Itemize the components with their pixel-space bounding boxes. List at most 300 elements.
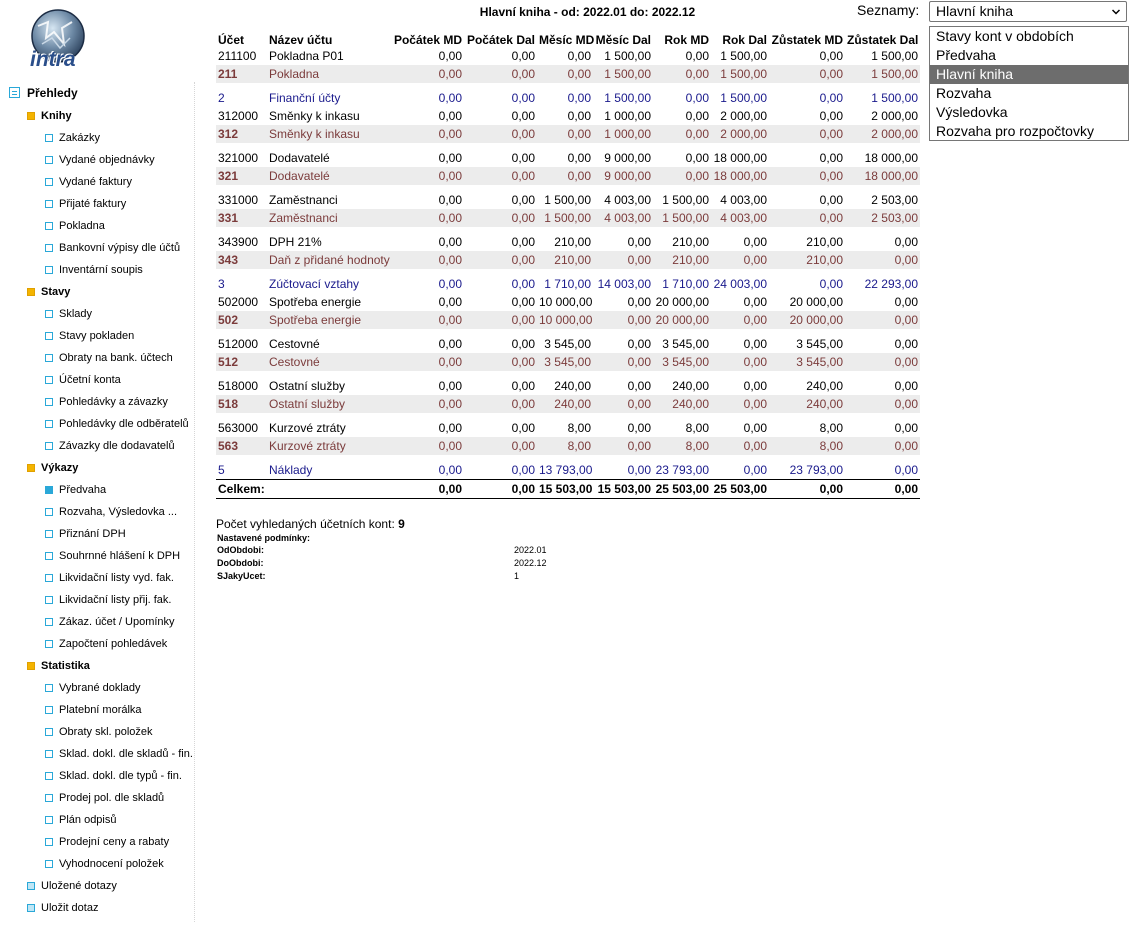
amount-cell: 0,00 — [464, 125, 537, 143]
amount-cell: 0,00 — [391, 191, 464, 209]
amount-cell: 9 000,00 — [593, 167, 653, 185]
amount-cell: 0,00 — [537, 167, 593, 185]
account-name: Kurzové ztráty — [267, 419, 391, 437]
amount-cell: 3 545,00 — [653, 353, 711, 371]
seznamy-select[interactable] — [929, 1, 1127, 22]
amount-cell: 210,00 — [769, 251, 845, 269]
ledger-table — [216, 29, 920, 499]
account-name: Cestovné — [267, 335, 391, 353]
amount-cell: 1 500,00 — [537, 191, 593, 209]
amount-cell: 18 000,00 — [845, 149, 920, 167]
amount-cell: 0,00 — [711, 353, 769, 371]
amount-cell: 0,00 — [464, 437, 537, 455]
amount-cell: 13 793,00 — [537, 461, 593, 480]
account-name: Ostatní služby — [267, 377, 391, 395]
page-icon — [45, 750, 53, 758]
account-name: Zúčtovací vztahy — [267, 275, 391, 293]
amount-cell: 2 503,00 — [845, 209, 920, 227]
page-icon — [45, 398, 53, 406]
amount-cell: 18 000,00 — [711, 167, 769, 185]
account-code: 5 — [216, 461, 267, 480]
account-name: Zaměstnanci — [267, 209, 391, 227]
page-icon — [45, 772, 53, 780]
amount-cell: 0,00 — [593, 233, 653, 251]
amount-cell: 8,00 — [653, 437, 711, 455]
amount-cell: 0,00 — [391, 311, 464, 329]
amount-cell: 0,00 — [464, 167, 537, 185]
amount-cell: 1 500,00 — [845, 47, 920, 65]
amount-cell: 25 503,00 — [653, 480, 711, 499]
page-icon — [45, 244, 53, 252]
tree-item-label: Stavy — [41, 286, 71, 298]
seznamy-dropdown-list — [929, 26, 1129, 141]
amount-cell: 0,00 — [391, 480, 464, 499]
amount-cell: 0,00 — [537, 65, 593, 83]
account-name: Dodavatelé — [267, 149, 391, 167]
synthetic-account-row — [216, 65, 920, 83]
tree-item-label: Inventární soupis — [59, 264, 143, 276]
amount-cell: 8,00 — [537, 437, 593, 455]
synthetic-account-row — [216, 311, 920, 329]
table-row — [216, 293, 920, 311]
amount-cell: 210,00 — [653, 233, 711, 251]
amount-cell: 0,00 — [845, 335, 920, 353]
account-name — [267, 480, 391, 499]
amount-cell: 1 500,00 — [711, 47, 769, 65]
amount-cell: 0,00 — [769, 47, 845, 65]
tree-item-label: Souhrnné hlášení k DPH — [59, 550, 181, 562]
column-header: Měsíc MD — [539, 33, 595, 47]
amount-cell: 0,00 — [464, 353, 537, 371]
amount-cell: 0,00 — [845, 251, 920, 269]
page-icon — [45, 332, 53, 340]
account-code: 343900 — [216, 233, 267, 251]
tree-item-label: Uložené dotazy — [41, 880, 117, 892]
account-code: 321000 — [216, 149, 267, 167]
account-code: 211 — [216, 65, 267, 83]
group-row — [216, 89, 920, 107]
account-name: Pokladna P01 — [267, 47, 391, 65]
tree-item-label: Pokladna — [59, 220, 105, 232]
amount-cell: 0,00 — [769, 65, 845, 83]
amount-cell: 0,00 — [769, 275, 845, 293]
logo-text: intra — [30, 48, 76, 71]
condition-value: 2022.01 — [514, 545, 547, 555]
summary-count: 9 — [398, 517, 405, 531]
tree-item-label: Zakázky — [59, 132, 100, 144]
amount-cell: 0,00 — [464, 275, 537, 293]
amount-cell: 0,00 — [391, 437, 464, 455]
amount-cell: 20 000,00 — [653, 311, 711, 329]
account-code: 343 — [216, 251, 267, 269]
tree-item-label: Likvidační listy přij. fak. — [59, 594, 172, 606]
amount-cell: 0,00 — [845, 353, 920, 371]
amount-cell: 0,00 — [711, 419, 769, 437]
amount-cell: 10 000,00 — [539, 295, 593, 309]
amount-cell: 3 545,00 — [537, 353, 593, 371]
amount-cell: 1 500,00 — [711, 89, 769, 107]
amount-cell: 8,00 — [537, 419, 593, 437]
amount-cell: 0,00 — [464, 149, 537, 167]
amount-cell: 240,00 — [653, 377, 711, 395]
page-icon — [45, 508, 53, 516]
amount-cell: 0,00 — [769, 209, 845, 227]
account-name: Pokladna — [267, 65, 391, 83]
page-icon — [45, 266, 53, 274]
account-name: Směnky k inkasu — [267, 125, 391, 143]
amount-cell: 0,00 — [464, 251, 537, 269]
amount-cell: 210,00 — [653, 251, 711, 269]
amount-cell: 0,00 — [845, 233, 920, 251]
account-code: 518000 — [216, 377, 267, 395]
amount-cell: 0,00 — [391, 275, 464, 293]
page-icon — [45, 310, 53, 318]
page-icon — [45, 574, 53, 582]
table-row — [216, 377, 920, 395]
amount-cell: 1 500,00 — [653, 209, 711, 227]
amount-cell: 0,00 — [391, 167, 464, 185]
page-icon — [45, 200, 53, 208]
tree-item-label: Vydané faktury — [59, 176, 132, 188]
page-icon — [27, 882, 35, 890]
amount-cell: 0,00 — [711, 293, 769, 311]
amount-cell: 8,00 — [769, 437, 845, 455]
account-code: 3 — [216, 275, 267, 293]
tree-item-label: Knihy — [41, 110, 72, 122]
tree-item-label: Pohledávky dle odběratelů — [59, 418, 189, 430]
summary-label: Počet vyhledaných účetních kont: — [216, 517, 395, 531]
synthetic-account-row — [216, 437, 920, 455]
amount-cell: 20 000,00 — [769, 293, 845, 311]
page-icon — [45, 860, 53, 868]
page-icon — [27, 904, 35, 912]
account-name: Směnky k inkasu — [267, 107, 391, 125]
amount-cell: 1 500,00 — [593, 47, 653, 65]
amount-cell: 8,00 — [653, 419, 711, 437]
tree-item-label: Rozvaha, Výsledovka ... — [59, 506, 178, 518]
condition-key: OdObdobi: — [217, 545, 264, 555]
amount-cell: 4 003,00 — [593, 191, 653, 209]
amount-cell: 0,00 — [537, 89, 593, 107]
tree-item-label: Účetní konta — [59, 374, 121, 386]
amount-cell: 0,00 — [711, 437, 769, 455]
amount-cell: 0,00 — [391, 65, 464, 83]
page-icon — [45, 134, 53, 142]
condition-key: SJakyUcet: — [217, 571, 266, 581]
amount-cell: 210,00 — [769, 233, 845, 251]
page-icon — [45, 552, 53, 560]
amount-cell: 23 793,00 — [769, 461, 845, 480]
amount-cell: 0,00 — [391, 293, 464, 311]
amount-cell: 18 000,00 — [845, 167, 920, 185]
synthetic-account-row — [216, 125, 920, 143]
amount-cell: 0,00 — [391, 233, 464, 251]
amount-cell: 0,00 — [537, 47, 593, 65]
page-icon — [45, 596, 53, 604]
intra-logo — [24, 8, 92, 72]
amount-cell: 0,00 — [391, 209, 464, 227]
amount-cell: 0,00 — [769, 107, 845, 125]
total-row — [216, 480, 920, 499]
amount-cell: 15 503,00 — [537, 480, 593, 499]
tree-item-label: Přiznání DPH — [59, 528, 126, 540]
amount-cell: 0,00 — [464, 377, 537, 395]
amount-cell: 210,00 — [537, 233, 593, 251]
amount-cell: 1 710,00 — [653, 275, 711, 293]
amount-cell: 2 000,00 — [845, 125, 920, 143]
account-name: Spotřeba energie — [267, 311, 391, 329]
tree-item-label: Závazky dle dodavatelů — [59, 440, 175, 452]
group-row — [216, 275, 920, 293]
page-icon — [45, 222, 53, 230]
amount-cell: 0,00 — [845, 377, 920, 395]
tree-item-label: Prodejní ceny a rabaty — [59, 836, 170, 848]
synthetic-account-row — [216, 251, 920, 269]
tree-item-label: Vybrané doklady — [59, 682, 141, 694]
amount-cell: 0,00 — [845, 437, 920, 455]
amount-cell: 0,00 — [391, 353, 464, 371]
amount-cell: 0,00 — [593, 437, 653, 455]
page-icon — [45, 376, 53, 384]
amount-cell: 1 500,00 — [711, 65, 769, 83]
amount-cell: 0,00 — [391, 419, 464, 437]
amount-cell: 25 503,00 — [711, 480, 769, 499]
tree-item-label: Pohledávky a závazky — [59, 396, 168, 408]
tree-item-label: Zákaz. účet / Upomínky — [59, 616, 175, 628]
amount-cell: 0,00 — [391, 251, 464, 269]
table-row — [216, 335, 920, 353]
account-code: 502000 — [216, 293, 267, 311]
amount-cell: 14 003,00 — [593, 275, 653, 293]
amount-cell: 0,00 — [391, 107, 464, 125]
amount-cell: 1 000,00 — [593, 125, 653, 143]
condition-value: 1 — [514, 571, 520, 581]
amount-cell: 0,00 — [845, 461, 920, 480]
column-header: Zůstatek MD — [771, 33, 843, 47]
amount-cell: 1 500,00 — [593, 65, 653, 83]
column-header: Název účtu — [269, 33, 333, 47]
amount-cell: 0,00 — [711, 377, 769, 395]
account-name: DPH 21% — [267, 233, 391, 251]
condition-row — [217, 558, 547, 571]
amount-cell: 0,00 — [391, 461, 464, 480]
amount-cell: 0,00 — [593, 311, 653, 329]
account-code: 331000 — [216, 191, 267, 209]
account-code: Celkem: — [216, 480, 267, 499]
page-icon — [45, 640, 53, 648]
tree-item-label: Prodej pol. dle skladů — [59, 792, 165, 804]
amount-cell: 0,00 — [593, 395, 653, 413]
group-row — [216, 461, 920, 480]
amount-cell: 0,00 — [769, 167, 845, 185]
tree-item-label: Obraty skl. položek — [59, 726, 153, 738]
amount-cell: 0,00 — [711, 311, 769, 329]
chevron-down-icon — [1112, 8, 1120, 16]
page-icon — [45, 530, 53, 538]
page-icon — [45, 706, 53, 714]
amount-cell: 0,00 — [464, 89, 537, 107]
amount-cell: 0,00 — [845, 293, 920, 311]
tree-item-label: Výkazy — [41, 462, 79, 474]
amount-cell: 0,00 — [653, 65, 711, 83]
list-icon — [9, 87, 20, 98]
account-code: 2 — [216, 89, 267, 107]
amount-cell: 0,00 — [845, 480, 920, 499]
amount-cell: 0,00 — [593, 419, 653, 437]
amount-cell: 0,00 — [464, 47, 537, 65]
amount-cell: 4 003,00 — [711, 209, 769, 227]
amount-cell: 240,00 — [769, 395, 845, 413]
account-name: Daň z přidané hodnoty — [269, 253, 390, 267]
tree-item-label: Bankovní výpisy dle účtů — [59, 242, 181, 254]
condition-key: DoObdobi: — [217, 558, 264, 568]
table-row — [216, 47, 920, 65]
conditions-header: Nastavené podmínky: — [217, 533, 311, 543]
amount-cell: 2 503,00 — [845, 191, 920, 209]
report-title: Hlavní kniha - od: 2022.01 do: 2022.12 — [479, 5, 696, 19]
conditions-block — [217, 533, 547, 584]
amount-cell: 0,00 — [537, 125, 593, 143]
account-code: 312 — [216, 125, 267, 143]
table-row — [216, 233, 920, 251]
amount-cell: 0,00 — [464, 191, 537, 209]
table-row — [216, 191, 920, 209]
table-header-row — [216, 29, 920, 47]
tree-item-label: Sklad. dokl. dle skladů - fin. — [59, 748, 193, 760]
amount-cell: 0,00 — [464, 65, 537, 83]
amount-cell: 0,00 — [464, 311, 537, 329]
column-header: Rok MD — [664, 33, 709, 47]
amount-cell: 1 500,00 — [537, 209, 593, 227]
folder-icon — [27, 464, 35, 472]
table-row — [216, 419, 920, 437]
account-code: 211100 — [216, 47, 267, 65]
amount-cell: 0,00 — [593, 335, 653, 353]
dropdown-option[interactable]: Rozvaha — [936, 85, 992, 101]
amount-cell: 0,00 — [391, 125, 464, 143]
tree-item-label: Vydané objednávky — [59, 154, 155, 166]
amount-cell: 0,00 — [391, 47, 464, 65]
synthetic-account-row — [216, 167, 920, 185]
amount-cell: 0,00 — [464, 209, 537, 227]
amount-cell: 24 003,00 — [711, 275, 769, 293]
amount-cell: 0,00 — [769, 125, 845, 143]
amount-cell: 240,00 — [537, 395, 593, 413]
amount-cell: 2 000,00 — [845, 107, 920, 125]
amount-cell: 0,00 — [711, 335, 769, 353]
amount-cell: 3 545,00 — [537, 335, 593, 353]
folder-icon — [27, 662, 35, 670]
amount-cell: 2 000,00 — [711, 107, 769, 125]
dropdown-option[interactable]: Výsledovka — [936, 104, 1008, 120]
column-header: Zůstatek Dal — [847, 33, 919, 47]
account-code: 512000 — [216, 335, 267, 353]
table-row — [216, 149, 920, 167]
account-code: 502 — [216, 311, 267, 329]
seznamy-selected-value: Hlavní kniha — [936, 3, 1014, 19]
account-name: Kurzové ztráty — [267, 437, 391, 455]
amount-cell: 4 003,00 — [593, 209, 653, 227]
amount-cell: 0,00 — [653, 125, 711, 143]
seznamy-label: Seznamy: — [857, 2, 920, 18]
amount-cell: 8,00 — [769, 419, 845, 437]
amount-cell: 0,00 — [464, 233, 537, 251]
page-icon — [45, 156, 53, 164]
amount-cell: 0,00 — [653, 89, 711, 107]
amount-cell: 1 500,00 — [653, 191, 711, 209]
account-code: 321 — [216, 167, 267, 185]
amount-cell: 0,00 — [593, 461, 653, 480]
amount-cell: 0,00 — [711, 251, 769, 269]
page-icon — [45, 618, 53, 626]
sidebar — [0, 0, 196, 939]
amount-cell: 0,00 — [653, 107, 711, 125]
page-icon — [45, 178, 53, 186]
amount-cell: 240,00 — [769, 377, 845, 395]
tree-item-label: Sklad. dokl. dle typů - fin. — [59, 770, 182, 782]
account-code: 331 — [216, 209, 267, 227]
amount-cell: 0,00 — [464, 395, 537, 413]
dropdown-option[interactable]: Stavy kont v obdobích — [936, 28, 1074, 44]
amount-cell: 0,00 — [593, 353, 653, 371]
amount-cell: 0,00 — [653, 47, 711, 65]
amount-cell: 0,00 — [711, 395, 769, 413]
tree-item-label: Plán odpisů — [59, 814, 117, 826]
account-name: Ostatní služby — [267, 395, 391, 413]
tree-item-label: Předvaha — [59, 484, 107, 496]
page-icon — [45, 420, 53, 428]
page-icon — [45, 794, 53, 802]
column-header: Počátek Dal — [466, 33, 535, 47]
amount-cell: 0,00 — [653, 149, 711, 167]
amount-cell: 1 500,00 — [845, 89, 920, 107]
synthetic-account-row — [216, 395, 920, 413]
amount-cell: 240,00 — [537, 377, 593, 395]
dropdown-option[interactable]: Předvaha — [936, 47, 996, 63]
amount-cell: 0,00 — [464, 335, 537, 353]
amount-cell: 0,00 — [464, 107, 537, 125]
page-icon — [45, 684, 53, 692]
amount-cell: 0,00 — [593, 377, 653, 395]
column-header: Počátek MD — [393, 33, 462, 47]
column-header: Rok Dal — [722, 33, 767, 47]
amount-cell: 0,00 — [391, 377, 464, 395]
amount-cell: 3 545,00 — [769, 353, 845, 371]
account-name: Cestovné — [267, 353, 391, 371]
amount-cell: 1 000,00 — [593, 107, 653, 125]
amount-cell: 20 000,00 — [769, 311, 845, 329]
tree-item-label: Sklady — [59, 308, 93, 320]
amount-cell: 0,00 — [391, 395, 464, 413]
condition-value: 2022.12 — [514, 558, 547, 568]
amount-cell: 3 545,00 — [769, 335, 845, 353]
amount-cell: 240,00 — [653, 395, 711, 413]
amount-cell: 0,00 — [464, 293, 537, 311]
amount-cell: 0,00 — [845, 311, 920, 329]
dropdown-option[interactable]: Rozvaha pro rozpočtovky — [936, 123, 1094, 139]
amount-cell: 1 710,00 — [537, 275, 593, 293]
tree-item-label: Vyhodnocení položek — [59, 858, 164, 870]
tree-item-label: Likvidační listy vyd. fak. — [59, 572, 174, 584]
tree-item-label: Stavy pokladen — [59, 330, 135, 342]
amount-cell: 0,00 — [769, 480, 845, 499]
account-code: 518 — [216, 395, 267, 413]
amount-cell: 1 500,00 — [845, 65, 920, 83]
amount-cell: 18 000,00 — [711, 149, 769, 167]
table-row — [216, 107, 920, 125]
dropdown-option[interactable]: Hlavní kniha — [930, 65, 1128, 84]
tree-item-label: Započtení pohledávek — [59, 638, 168, 650]
